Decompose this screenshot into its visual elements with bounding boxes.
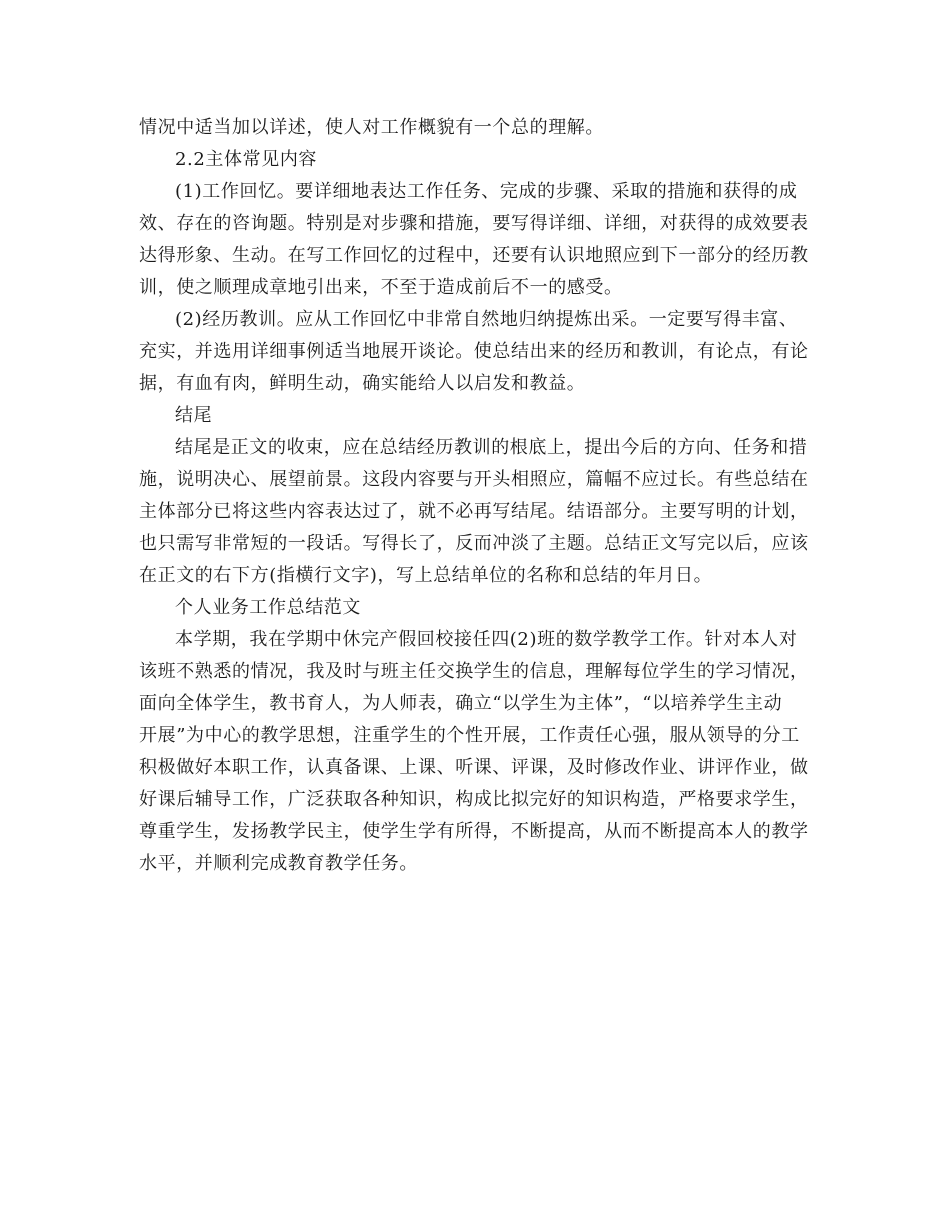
text-line: 该班不熟悉的情况，我及时与班主任交换学生的信息，理解每位学生的学习情况， — [139, 661, 809, 682]
text-line: (1)工作回忆。要详细地表达工作任务、完成的步骤、采取的措施和获得的成 — [175, 181, 798, 202]
section-heading: 2.2主体常见内容 — [175, 149, 318, 170]
text-line: 情况中适当加以详述，使人对工作概貌有一个总的理解。 — [139, 117, 604, 138]
text-line: 结尾是正文的收束，应在总结经历教训的根底上，提出今后的方向、任务和措 — [175, 437, 808, 458]
text-line: 在正文的右下方(指横行文字)，写上总结单位的名称和总结的年月日。 — [139, 565, 713, 586]
text-line: 开展”为中心的教学思想，注重学生的个性开展，工作责任心强，服从领导的分工 — [139, 725, 800, 746]
text-line: (2)经历教训。应从工作回忆中非常自然地归纳提炼出采。一定要写得丰富、 — [175, 309, 798, 330]
text-line: 尊重学生，发扬教学民主，使学生学有所得，不断提高，从而不断提高本人的教学 — [139, 821, 809, 842]
text-line: 据，有血有肉，鲜明生动，确实能给人以启发和教益。 — [139, 373, 586, 394]
document-body — [139, 112, 815, 880]
text-line: 也只需写非常短的一段话。写得长了，反而冲淡了主题。总结正文写完以后，应该 — [139, 533, 809, 554]
text-line: 达得形象、生动。在写工作回忆的过程中，还要有认识地照应到下一部分的经历教 — [139, 245, 809, 266]
text-line: 本学期，我在学期中休完产假回校接任四(2)班的数学教学工作。针对本人对 — [175, 629, 798, 650]
text-line: 好课后辅导工作，广泛获取各种知识，构成比拟完好的知识构造，严格要求学生， — [139, 789, 809, 810]
text-line: 积极做好本职工作，认真备课、上课、听课、评课，及时修改作业、讲评作业，做 — [139, 757, 809, 778]
text-line: 主体部分已将这些内容表达过了，就不必再写结尾。结语部分。主要写明的计划， — [139, 501, 809, 522]
text-line: 水平，并顺利完成教育教学任务。 — [139, 853, 418, 874]
text-line: 训，使之顺理成章地引出来，不至于造成前后不一的感受。 — [139, 277, 623, 298]
text-line: 面向全体学生，教书育人，为人师表，确立“以学生为主体”，“以培养学生主动 — [139, 693, 783, 714]
text-line: 充实，并选用详细事例适当地展开谈论。使总结出来的经历和教训，有论点，有论 — [139, 341, 809, 362]
text-line: 施，说明决心、展望前景。这段内容要与开头相照应，篇幅不应过长。有些总结在 — [139, 469, 809, 490]
text-line: 效、存在的咨询题。特别是对步骤和措施，要写得详细、详细，对获得的成效要表 — [139, 213, 809, 234]
section-heading: 个人业务工作总结范文 — [175, 597, 361, 618]
section-heading: 结尾 — [175, 405, 213, 426]
